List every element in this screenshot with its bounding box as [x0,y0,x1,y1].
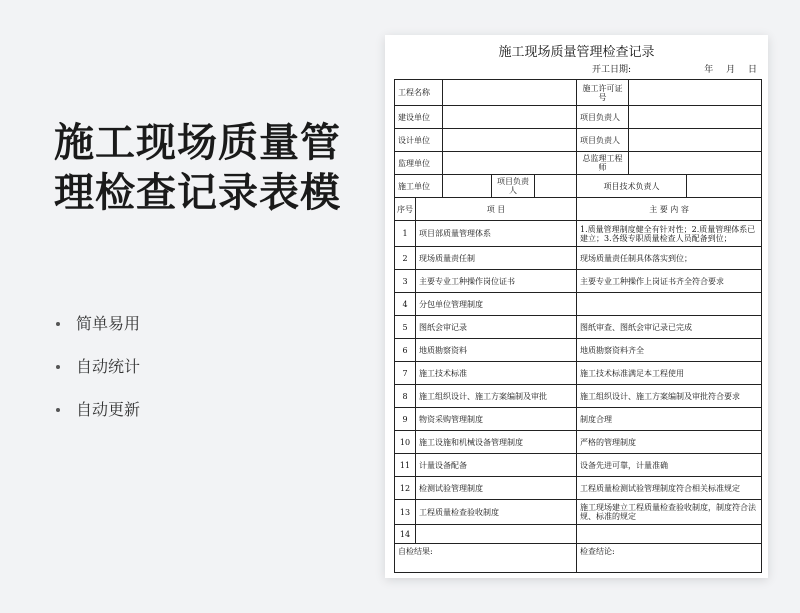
month-label: 月 [726,65,736,75]
feature-item: 自动更新 [56,399,140,442]
value-builder [443,106,577,129]
label-constructor: 施工单位 [395,175,443,198]
label-project-leader-3: 项目负责人 [492,175,535,198]
headline-line-1: 施工现场质量管 [54,120,341,166]
value-chief-supervisor [629,152,762,175]
value-tech-leader [687,175,762,198]
value-permit-no [629,80,762,106]
bullet-icon [56,408,60,412]
label-chief-supervisor: 总监理工程师 [577,152,629,175]
day-label: 日 [747,65,757,75]
document-preview[interactable] [385,35,768,578]
bullet-icon [56,365,60,369]
label-project-leader-2: 项目负责人 [577,129,629,152]
table-row: 10 施工设施和机械设备管理制度 严格的管理制度 [395,431,762,454]
table-row: 3 主要专业工种操作岗位证书 主要专业工种操作上岗证书齐全符合要求 [395,270,762,293]
table-row: 14 [395,525,762,544]
start-date-label: 开工日期: [592,65,632,75]
header-item: 项 目 [416,198,577,221]
document-title: 施工现场质量管理检查记录 [498,45,655,60]
table-row: 7 施工技术标准 施工技术标准满足本工程使用 [395,362,762,385]
feature-list [56,313,140,442]
table-row: 11 计量设备配备 设备先进可靠，计量准确 [395,454,762,477]
table-row: 12 检测试验管理制度 工程质量检测试验管理制度符合相关标准规定 [395,477,762,500]
value-supervisor [443,152,577,175]
value-project-leader-3 [535,175,577,198]
value-constructor [443,175,492,198]
label-supervisor: 监理单位 [395,152,443,175]
table-row: 13 工程质量检查验收制度 施工现场建立工程质量检查验收制度，制度符合法规、标准的规定 [395,500,762,525]
page-headline [54,118,341,218]
table-row: 1 项目部质量管理体系 1.质量管理制度健全有针对性；2.质量管理体系已建立；3.各级专职质量检查人员配备到位； [395,221,762,247]
table-row: 6 地质勘察资料 地质勘察资料齐全 [395,339,762,362]
self-check-result: 自检结果: [395,544,577,573]
start-date-line [592,62,757,75]
value-project-leader [629,106,762,129]
table-row: 2 现场质量责任制 现场质量责任制具体落实到位； [395,247,762,270]
feature-item: 简单易用 [56,313,140,356]
value-project-name [443,80,577,106]
table-row: 5 图纸会审记录 图纸审查、图纸会审记录已完成 [395,316,762,339]
value-designer [443,129,577,152]
bullet-icon [56,322,60,326]
label-builder: 建设单位 [395,106,443,129]
header-content: 主 要 内 容 [577,198,762,221]
label-tech-leader: 项目技术负责人 [577,175,687,198]
inspection-conclusion: 检查结论: [577,544,762,573]
value-project-leader-2 [629,129,762,152]
header-no: 序号 [395,198,416,221]
headline-line-2: 理检查记录表模 [54,170,341,216]
label-permit-no: 施工许可证号 [577,80,629,106]
feature-item: 自动统计 [56,356,140,399]
table-row: 8 施工组织设计、施工方案编制及审批 施工组织设计、施工方案编制及审批符合要求 [395,385,762,408]
table-row: 4 分包单位管理制度 [395,293,762,316]
label-project-leader: 项目负责人 [577,106,629,129]
label-project-name: 工程名称 [395,80,443,106]
quality-check-table [394,79,762,573]
year-label: 年 [704,65,714,75]
label-designer: 设计单位 [395,129,443,152]
table-row: 9 物资采购管理制度 制度合理 [395,408,762,431]
